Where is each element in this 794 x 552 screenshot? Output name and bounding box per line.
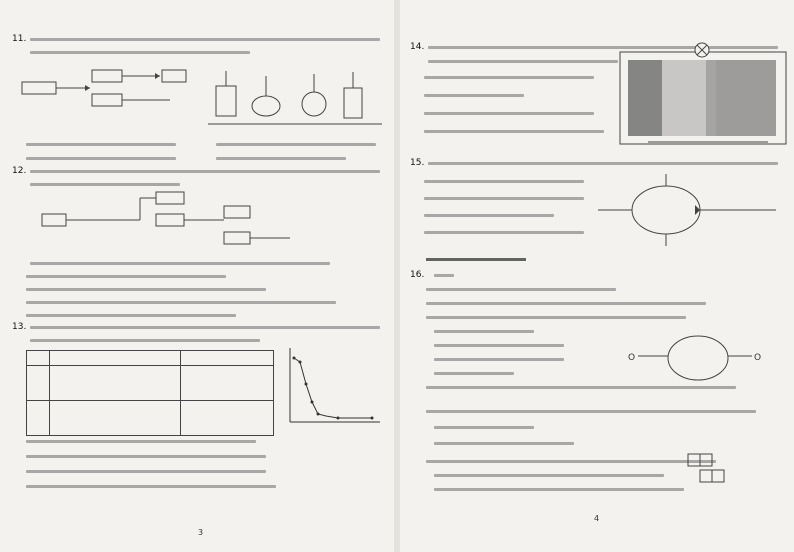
text-line <box>426 386 736 389</box>
text-line <box>428 60 618 63</box>
option-line <box>26 485 276 488</box>
text-line <box>426 288 616 291</box>
text-line <box>426 460 716 463</box>
option-line <box>26 440 256 443</box>
option-line <box>434 330 534 333</box>
svg-text:O: O <box>754 353 762 363</box>
option-line <box>434 344 564 347</box>
section-heading <box>426 258 526 261</box>
text-line <box>30 183 180 186</box>
text-line <box>434 426 534 429</box>
text-line <box>30 170 380 173</box>
option-line <box>26 157 176 160</box>
option-line <box>434 372 514 375</box>
question-number: 13. <box>12 322 27 332</box>
right-page <box>404 0 788 552</box>
page-number: 4 <box>594 514 600 523</box>
option-line <box>26 275 226 278</box>
option-line <box>424 214 554 217</box>
periodic-grid <box>686 452 732 486</box>
option-line <box>26 470 266 473</box>
option-line <box>216 157 346 160</box>
ozone-mechanism <box>618 322 778 392</box>
catalytic-cycle <box>596 170 786 250</box>
option-line <box>26 288 266 291</box>
svg-text:O: O <box>628 353 636 363</box>
option-line <box>424 112 594 115</box>
text-line <box>434 442 574 445</box>
option-line <box>424 231 584 234</box>
text-line <box>428 162 778 165</box>
option-line <box>424 197 584 200</box>
text-line <box>30 326 380 329</box>
option-line <box>424 94 524 97</box>
concentration-plot <box>276 344 384 434</box>
text-line <box>434 488 684 491</box>
text-line <box>30 262 330 265</box>
text-line <box>434 474 664 477</box>
text-line <box>426 316 686 319</box>
experiment-table <box>26 350 274 436</box>
question-number: 16. <box>410 270 425 280</box>
battery-diagram <box>618 42 788 148</box>
left-page <box>6 0 390 552</box>
option-line <box>424 76 594 79</box>
question-number: 15. <box>410 158 425 168</box>
question-number: 12. <box>12 166 27 176</box>
option-line <box>434 358 564 361</box>
page-number: 3 <box>198 528 204 537</box>
option-line <box>216 143 376 146</box>
text-line <box>426 410 756 413</box>
option-line <box>424 130 604 133</box>
option-line <box>424 180 584 183</box>
option-line <box>26 314 236 317</box>
option-line <box>26 455 266 458</box>
flow-diagram <box>20 60 220 118</box>
text-line <box>30 51 250 54</box>
process-flow <box>40 190 300 256</box>
option-line <box>26 143 176 146</box>
option-line <box>26 301 336 304</box>
apparatus-figures <box>206 66 386 136</box>
page-gutter <box>394 0 400 552</box>
text-line <box>426 302 706 305</box>
text-line <box>30 339 260 342</box>
text-line <box>434 274 454 277</box>
question-number: 11. <box>12 34 27 44</box>
text-line <box>30 38 380 41</box>
question-number: 14. <box>410 42 425 52</box>
